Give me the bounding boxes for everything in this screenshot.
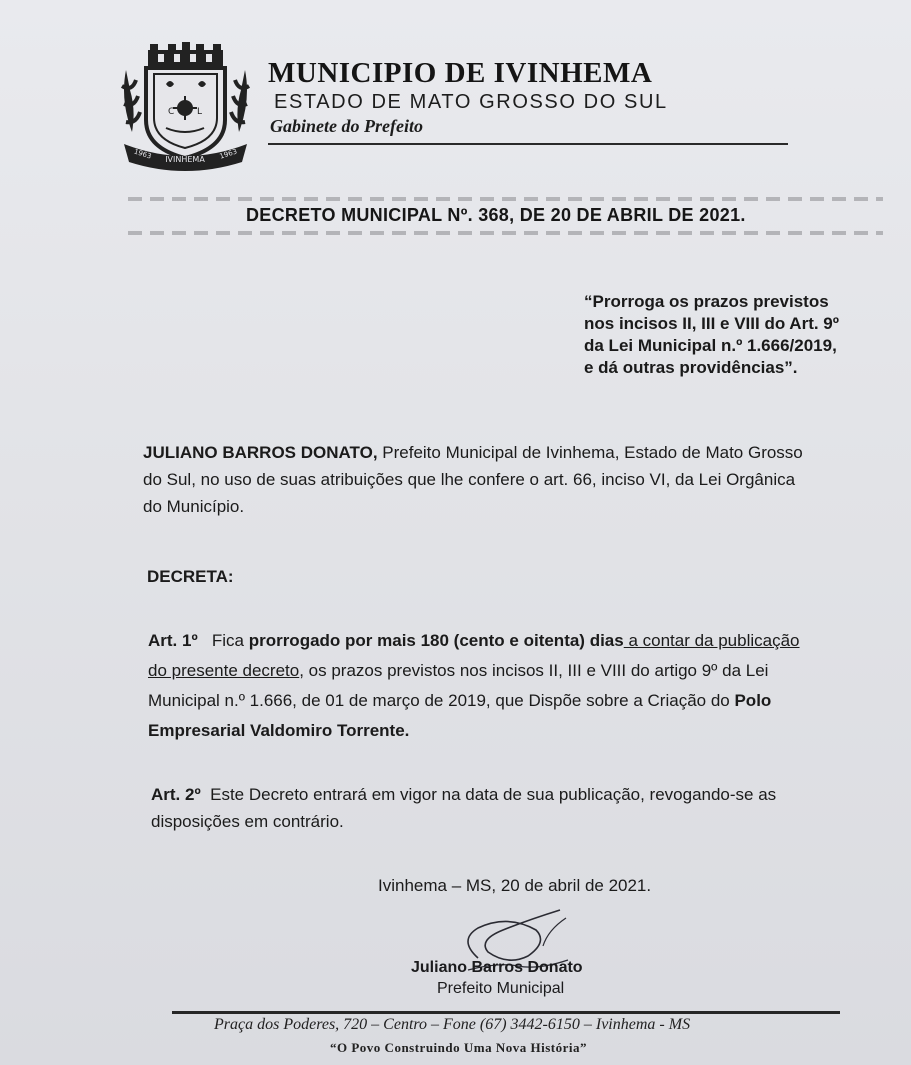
article-1-text: , os prazos previstos nos incisos II, III e VIII do artigo 9º da Lei: [299, 661, 769, 680]
decorative-border-bottom: [128, 231, 883, 235]
article-1-text: Municipal n.º 1.666, de 01 de março de 2019, que Dispõe sobre a Criação do: [148, 691, 735, 710]
preamble-line: [143, 439, 883, 466]
crest-band-text: IVINHEMA: [165, 155, 205, 164]
article-1-emphasis: Polo: [734, 691, 772, 710]
ementa-line: e dá outras providências”.: [584, 358, 798, 377]
signatory-name: Juliano Barros Donato: [411, 959, 583, 976]
org-name: MUNICIPIO DE IVINHEMA: [268, 57, 653, 89]
decree-title-band: [128, 197, 883, 241]
article-1-line: [148, 686, 873, 716]
ementa-line: da Lei Municipal n.º 1.666/2019,: [584, 336, 837, 355]
crest-right-year: 1963: [218, 147, 239, 161]
article-1-underlined: do presente decreto: [148, 661, 300, 680]
article-2-text: Este Decreto entrará em vigor na data de sua publicação, revogando-se as: [210, 785, 777, 804]
article-1-line: [148, 656, 873, 686]
preamble-text: Prefeito Municipal de Ivinhema, Estado de Mato Grosso: [377, 443, 803, 462]
org-office: Gabinete do Prefeito: [270, 116, 423, 136]
ementa: [584, 291, 884, 379]
letterhead: [118, 40, 798, 164]
article-2-line: [151, 781, 876, 808]
article-2-label: Art. 2º: [151, 785, 201, 804]
ementa-line: “Prorroga os prazos previstos: [584, 292, 829, 311]
header-divider: [268, 143, 788, 145]
preamble-line: do Município.: [143, 497, 245, 516]
preamble-line: do Sul, no uso de suas atribuições que lhe confere o art. 66, inciso VI, da Lei Orgânica: [143, 470, 796, 489]
org-state: ESTADO DE MATO GROSSO DO SUL: [274, 91, 668, 113]
mayor-name: JULIANO BARROS DONATO,: [143, 443, 378, 462]
article-1: [148, 626, 873, 746]
decree-title: DECRETO MUNICIPAL Nº. 368, DE 20 DE ABRIL DE 2021.: [246, 205, 746, 225]
svg-text:L: L: [197, 107, 203, 117]
coat-of-arms-icon: [118, 40, 253, 175]
crest-left-year: 1963: [132, 147, 153, 161]
footer-motto: “O Povo Construindo Uma Nova História”: [330, 1040, 587, 1055]
svg-text:C: C: [168, 107, 175, 117]
preamble-paragraph: [143, 439, 883, 520]
footer-divider: [172, 1011, 840, 1014]
decreta-heading: DECRETA:: [147, 567, 234, 586]
article-1-emphasis: prorrogado por mais 180 (cento e oitenta) dias: [248, 631, 624, 650]
article-2-line: disposições em contrário.: [151, 812, 344, 831]
place-and-date: Ivinhema – MS, 20 de abril de 2021.: [378, 876, 652, 895]
footer-address: Praça dos Poderes, 720 – Centro – Fone (67) 3442-6150 – Ivinhema - MS: [214, 1016, 691, 1033]
ementa-line: nos incisos II, III e VIII do Art. 9º: [584, 314, 839, 333]
article-1-line: [148, 626, 873, 656]
article-1-underlined: a contar da publicação: [623, 631, 800, 650]
article-1-line: Empresarial Valdomiro Torrente.: [148, 721, 410, 740]
article-2: [151, 781, 876, 835]
signatory-role: Prefeito Municipal: [437, 980, 565, 997]
article-1-label: Art. 1º: [148, 631, 198, 650]
article-1-text: Fica: [211, 631, 249, 650]
decorative-border-top: [128, 197, 883, 201]
